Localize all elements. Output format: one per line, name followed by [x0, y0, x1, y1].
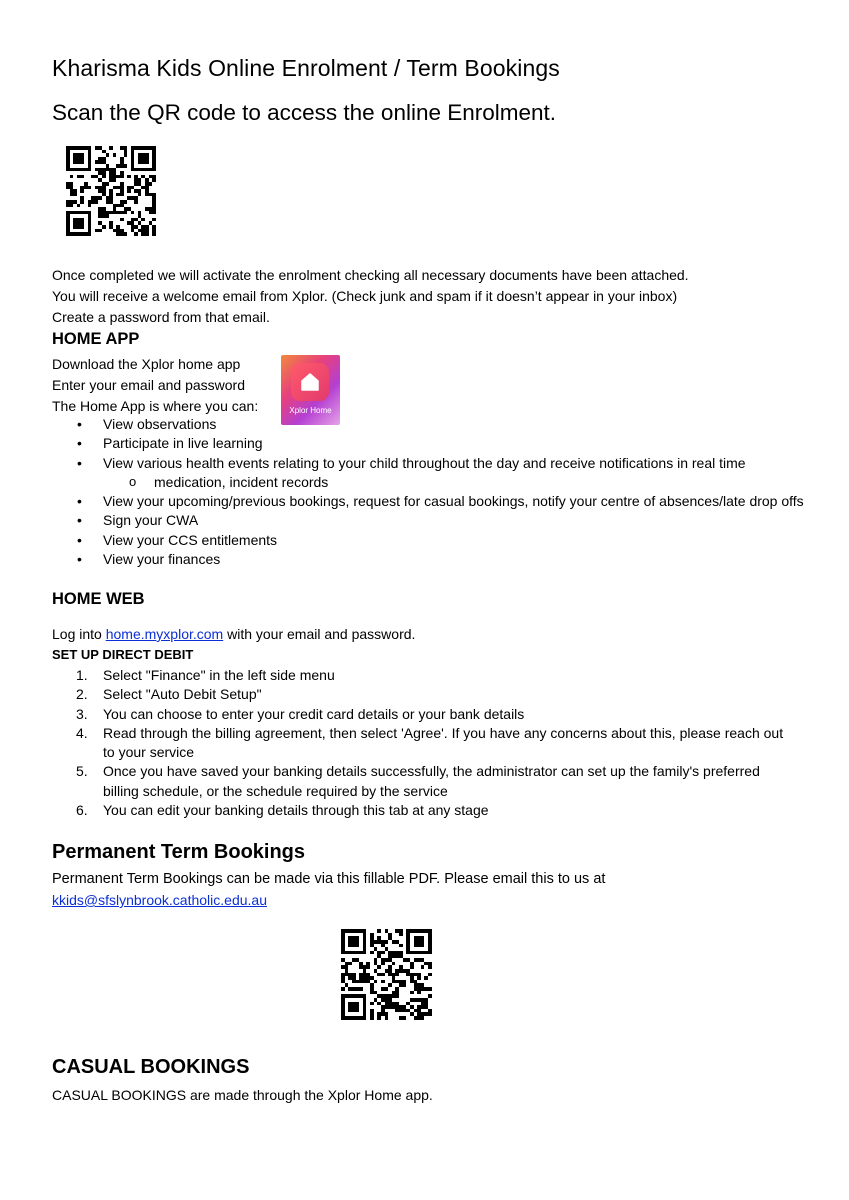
booking-email-link[interactable]: kkids@sfslynbrook.catholic.edu.au [52, 892, 267, 908]
house-icon [291, 363, 329, 401]
home-app-subfeatures [52, 473, 812, 492]
page-subtitle: Scan the QR code to access the online Enrolment. [52, 100, 557, 125]
list-item [52, 685, 792, 704]
intro-line-1: Once completed we will activate the enrolment checking all necessary documents have been attached. [52, 267, 689, 283]
login-text-pre: Log into [52, 626, 106, 642]
home-app-features-cont [52, 492, 812, 569]
step-text: You can choose to enter your credit card details or your bank details [103, 705, 525, 722]
list-item: • View your finances [52, 550, 812, 569]
page-title: Kharisma Kids Online Enrolment / Term Bookings [52, 55, 560, 81]
list-item [52, 801, 792, 820]
home-web-login [52, 624, 415, 645]
step-text: Read through the billing agreement, then select 'Agree'. If you have any concerns about this, please reach out to your service [103, 724, 784, 761]
term-bookings-qr-code[interactable] [341, 929, 432, 1020]
list-item [52, 666, 792, 685]
home-app-line-1: Download the Xplor home app [52, 356, 241, 372]
step-number: 3. [76, 705, 88, 722]
enrolment-qr-code[interactable] [66, 146, 156, 236]
list-item: o medication, incident records [52, 473, 812, 492]
casual-bookings-text: CASUAL BOOKINGS are made through the Xplor Home app. [52, 1087, 433, 1103]
home-app-heading: HOME APP [52, 330, 140, 348]
list-item: • View your upcoming/previous bookings, request for casual bookings, notify your centre of absences/late drop offs [52, 492, 812, 511]
list-item [52, 762, 792, 801]
intro-line-3: Create a password from that email. [52, 309, 270, 325]
step-text: Once you have saved your banking details successfully, the administrator can set up the family's preferred billing schedule, or the schedule required by the service [103, 763, 760, 799]
direct-debit-heading: SET UP DIRECT DEBIT [52, 647, 194, 662]
step-text: Select "Auto Debit Setup" [103, 686, 262, 703]
list-item: • View various health events relating to your child throughout the day and receive notifications in real time [52, 454, 812, 473]
home-app-line-2: Enter your email and password [52, 377, 245, 393]
step-text: You can edit your banking details through this tab at any stage [103, 802, 489, 819]
step-number: 4. [76, 724, 88, 741]
permanent-bookings-text: Permanent Term Bookings can be made via this fillable PDF. Please email this to us at [52, 871, 606, 887]
intro-line-2: You will receive a welcome email from Xplor. (Check junk and spam if it doesn’t appear in your inbox) [52, 288, 678, 304]
list-item [52, 724, 792, 763]
login-text-post: with your email and password. [223, 626, 416, 642]
step-number: 5. [76, 763, 88, 780]
list-item: • View your CCS entitlements [52, 531, 812, 550]
home-app-line-3: The Home App is where you can: [52, 398, 259, 414]
list-item: • Sign your CWA [52, 511, 812, 530]
step-text: Select "Finance" in the left side menu [103, 667, 335, 683]
step-number: 2. [76, 686, 88, 703]
list-item: • Participate in live learning [52, 434, 812, 453]
home-web-heading: HOME WEB [52, 590, 145, 608]
step-number: 6. [76, 802, 88, 819]
home-myxplor-link[interactable]: home.myxplor.com [105, 626, 224, 642]
list-item: • View observations [52, 415, 812, 434]
list-item [52, 705, 792, 724]
direct-debit-steps [52, 666, 792, 820]
casual-bookings-heading: CASUAL BOOKINGS [52, 1056, 250, 1078]
home-app-features [52, 415, 812, 473]
step-number: 1. [76, 667, 88, 683]
permanent-bookings-heading: Permanent Term Bookings [52, 841, 306, 863]
app-icon-label: Xplor Home [289, 406, 332, 415]
